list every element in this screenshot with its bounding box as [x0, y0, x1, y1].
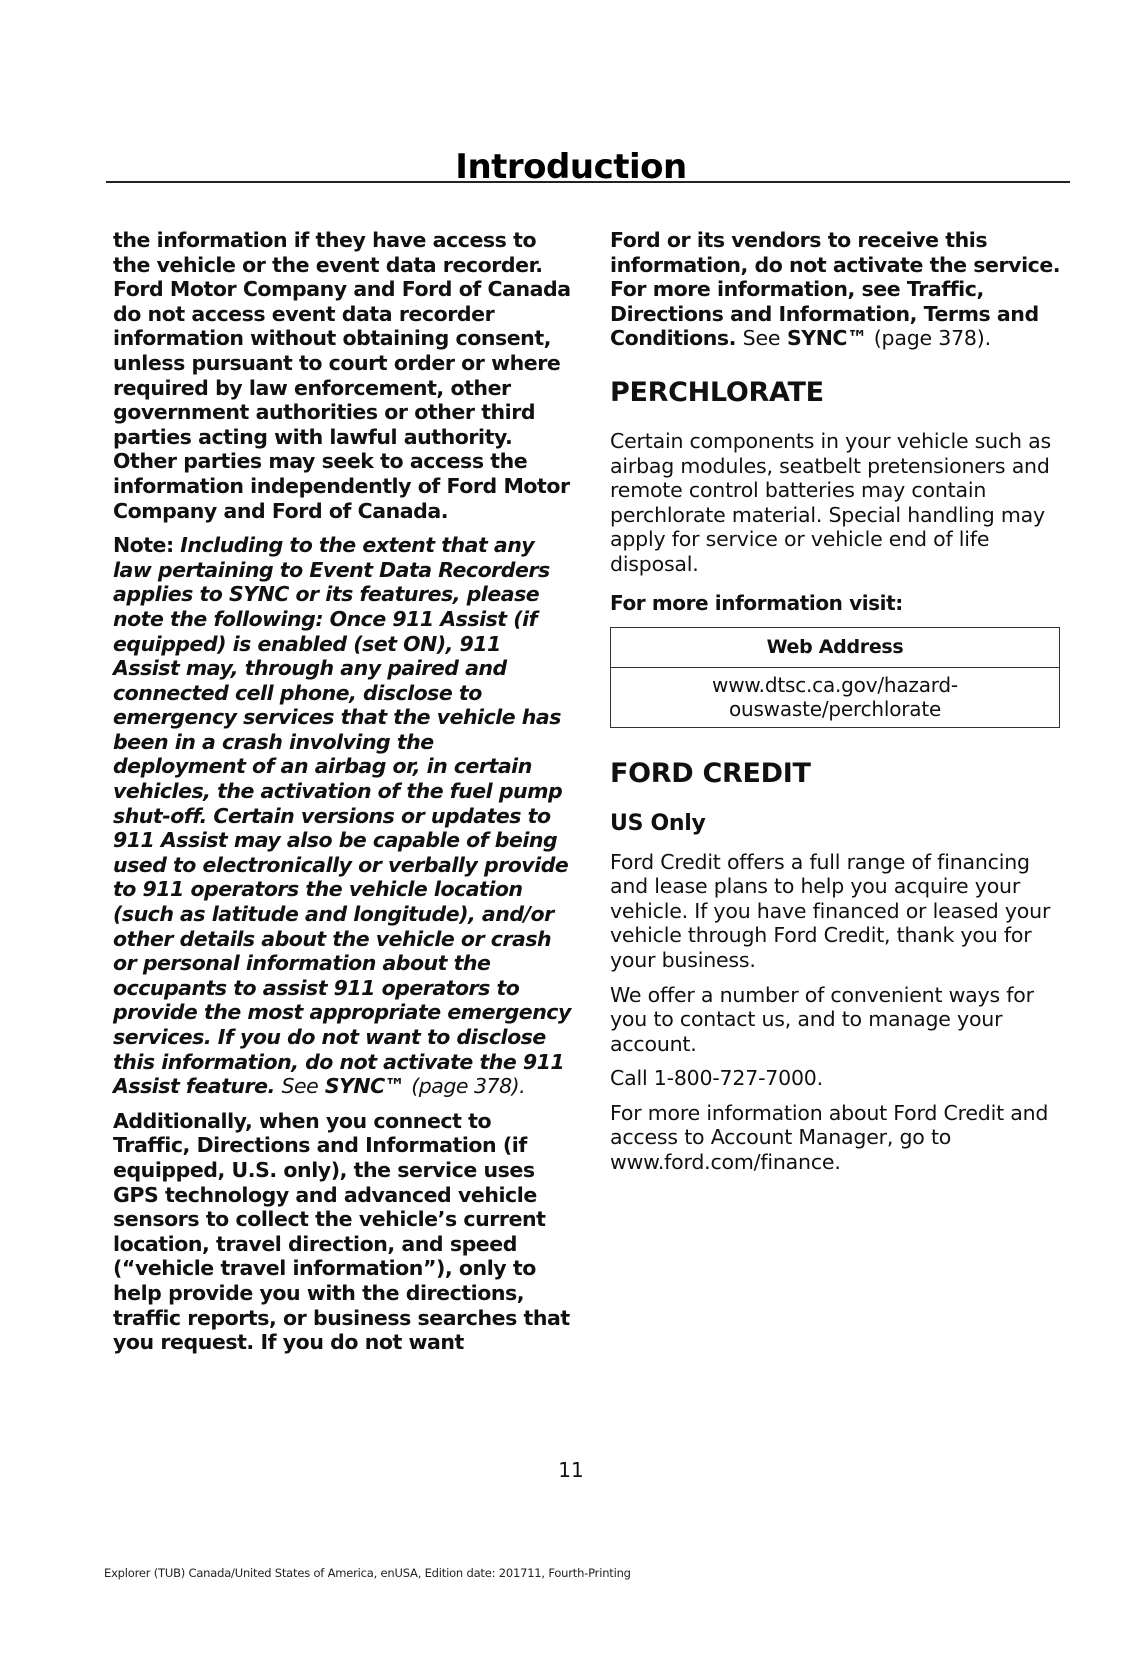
page-title: Introduction — [455, 146, 687, 187]
perchlorate-heading: PERCHLORATE — [610, 376, 824, 408]
continued-paragraph: Ford or its vendors to receive this information, do not activate the service. For more information, see Traffic, Directions and Information, Terms and Conditions. — [610, 228, 1061, 351]
note-sync-link[interactable]: SYNC™ — [324, 1074, 405, 1099]
ford-credit-phone: Call 1-800-727-7000. — [610, 1066, 823, 1091]
more-info-label: For more information visit: — [610, 590, 903, 615]
ford-credit-paragraph: For more information about Ford Credit and access to Account Manager, go to www.ford.com/finance. — [610, 1100, 1049, 1175]
ford-credit-paragraph: We offer a number of convenient ways for you to contact us, and to manage your account. — [610, 982, 1034, 1056]
web-address-table — [610, 627, 1060, 728]
table-header-web-address: Web Address — [611, 627, 1060, 667]
ford-credit-paragraph: Ford Credit offers a full range of financing and lease plans to help you acquire your vehicle. If you have financed or leased your vehicle through Ford Credit, thank you for your business. — [610, 849, 1051, 972]
sync-link[interactable]: SYNC™ — [786, 326, 868, 351]
us-only-subheading: US Only — [610, 810, 706, 836]
note-text: Including to the extent that any law pertaining to Event Data Recorders applies to SYNC or its features, please note the following: Once 911 Assist (if equipped) is enabled (set ON), 911 Assist may, through any paired and connected cell phone, disclose to emergency services that the vehicle has been in a crash involving the deployment of an airbag or, in certain vehicles, the activation of the fuel pump shut-off. Certain versions or updates to 911 Assist may also be capable of being used to electronically or verbally provide to 911 operators the vehicle location (such as latitude and longitude), and/or other details about the vehicle or crash or personal information about the occupants to assist 911 operators to provide the most appropriate emergency services. If you do not want to disclose this information, do not activate the 911 Assist feature. — [113, 533, 571, 1099]
ford-credit-heading: FORD CREDIT — [610, 757, 811, 789]
right-column — [610, 228, 1062, 1185]
table-row — [611, 667, 1060, 727]
perchlorate-body: Certain components in your vehicle such as airbag modules, seatbelt pretensioners and remote control batteries may contain perchlorate material. Special handling may apply for service or vehicle end of life disposal. — [610, 428, 1051, 576]
perchlorate-url[interactable]: www.dtsc.ca.gov/hazard-ouswaste/perchlorate — [611, 667, 1060, 727]
note-page-ref[interactable]: (page 378). — [411, 1074, 526, 1099]
note-see-prefix: See — [281, 1074, 319, 1099]
note-block — [113, 533, 571, 1099]
edition-footer: Explorer (TUB) Canada/United States of America, enUSA, Edition date: 201711, Fourth-Printing — [104, 1566, 631, 1580]
see-prefix: See — [742, 326, 781, 351]
title-divider — [106, 181, 1070, 183]
left-column — [113, 228, 571, 1365]
traffic-directions-paragraph: Additionally, when you connect to Traffic, Directions and Information (if equipped, U.S. only), the service uses GPS technology and advanced vehicle sensors to collect the vehicle’s current location, travel direction, and speed (“vehicle travel information”), only to help provide you with the directions, traffic reports, or business searches that you request. If you do not want — [113, 1108, 570, 1355]
page-ref[interactable]: (page 378). — [873, 326, 991, 351]
page-number: 11 — [558, 1458, 584, 1482]
note-label: Note: — [113, 533, 174, 558]
event-data-paragraph: the information if they have access to the vehicle or the event data recorder. Ford Motor Company and Ford of Canada do not access event data recorder information without obtaining consent, unless pursuant to court order or where required by law enforcement, other government authorities or other third parties acting with lawful authority. Other parties may seek to access the information independently of Ford Motor Company and Ford of Canada. — [113, 228, 571, 523]
